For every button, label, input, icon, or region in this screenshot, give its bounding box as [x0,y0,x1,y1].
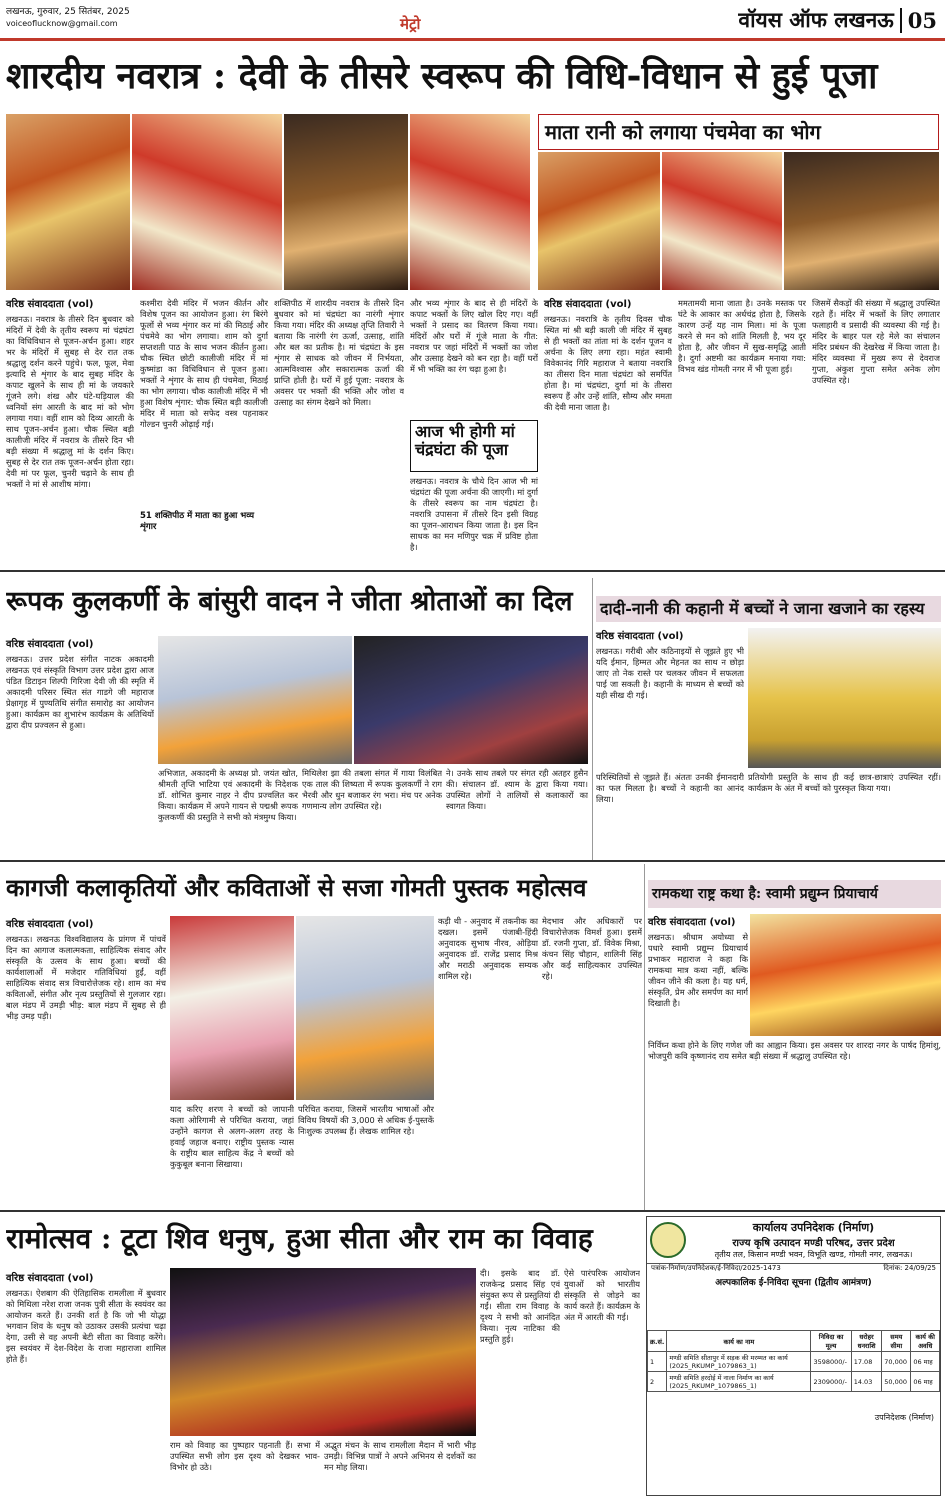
divider-v-1 [592,578,593,860]
tender-cell: 70,000 [882,1352,911,1372]
ramotsav-col-5: ऐसे पारंपरिक आयोजन युवाओं को भारतीय संस्कृति से जोड़ने का कार्य करते हैं। कार्यक्रम के अंत में आरती की गई। [564,1268,640,1322]
navratri-photo-1 [6,114,130,290]
bhog-photo-2 [662,152,782,290]
navratri-photo-2 [132,114,282,290]
tender-council: राज्य कृषि उत्पादन मण्डी परिषद, उत्तर प्रदेश [732,1238,895,1249]
ramotsav-col-4: दी। इसके बाद डॉ. राजकेन्द्र प्रसाद सिंह एवं संयुक्त रूप से प्रस्तुतियां दी गईं। सीता राम विवाह के दृश्य ने सभी को आनंदित किया। नृत्य नाटिका की प्रस्तुति हुई। [480,1268,560,1344]
ramotsav-photo [170,1268,476,1436]
brand [738,6,937,34]
tender-th-time: समय सीमा [882,1331,911,1352]
navratri-col-1: लखनऊ। नवरात्र के तीसरे दिन बुधवार को मंदिरों में देवी के तृतीय स्वरूप मां चंद्रघंटा का विधिविधान से पूजन-अर्चन हुआ। शहर भर के मंदिरों में सुबह से देर रात तक श्रद्धालु दर्शन करने पहुंचे। फल, फूल, मेवा इत्यादि से शृंगार के बाद सुबह मंदिर के कपाट खुलने के साथ ही मां के जयकारे गूंजने लगे। शंख और घंटे-घड़ियाल की ध्वनियों संग आरती के बाद मां को भोग लगाया गया। वहीं शाम को दिव्य आरती के साथ पूजन-अर्चन हुआ। चौक स्थित बड़ी कालीजी मंदिर में नवरात्र के तीसरे दिन भी बड़ी संख्या में श्रद्धालु मां के दर्शन किए। सुबह से देर रात तक पूजन-अर्चन होता रहा। देवी मां पर फूल, चुनरी चढ़ाने के साथ ही भक्तों ने मां से आशीष मांगा। [6,314,134,489]
navratri-sub-mid: 51 शक्तिपीठ में माता का हुआ भव्य शृंगार [140,511,255,532]
divider-v-2 [644,864,645,1210]
katha-headline: रामकथा राष्ट्र कथा है: स्वामी प्रद्युम्न प्रियाचार्य [652,886,878,902]
katha-header-bar [648,880,941,908]
tender-cell: 1 [648,1352,667,1372]
tender-cell: 50,000 [882,1372,911,1392]
ramotsav-byline: वरिष्ठ संवाददाता (vol) [6,1273,94,1284]
tender-th-cost: निविदा का मूल्य [811,1331,851,1352]
ramotsav-col-1: लखनऊ। ऐशबाग की ऐतिहासिक रामलीला में बुधवार को मिथिला नरेश राजा जनक पुत्री सीता के स्वयंवर का आयोजन करते हैं। उनकी शर्त है कि जो भी योद्धा भगवान शिव के धनुष को उठाकर उसकी प्रत्यंचा चढ़ा देगा, उसी से वह अपनी बेटी सीता का विवाह करेंगे। इस स्वयंवर में देश-विदेश के राजा महाराजा शामिल होते हैं। [6,1288,166,1364]
tender-cell: 06 माह [911,1372,940,1392]
katha-byline: वरिष्ठ संवाददाता (vol) [648,917,736,928]
tender-header [647,1217,940,1263]
tender-cell: 17.08 [851,1352,882,1372]
masthead-rule [0,38,945,41]
flute-photo-1 [158,636,352,764]
stories-header-bar [596,596,941,622]
tender-th-duration: कार्य की अवधि [911,1331,940,1352]
ramotsav-col-2: राम को विवाह का पुष्पहार पहनाती हैं। सभा में उपस्थित सभी लोग इस दृश्य को देखकर भाव-विभोर हो उठे। [170,1440,320,1472]
navratri-byline-left: वरिष्ठ संवाददाता (vol) [6,299,94,310]
bhog-photo-3 [784,152,939,290]
navratri-subheadline: माता रानी को लगाया पंचमेवा का भोग [545,120,821,144]
tender-notice [646,1216,941,1496]
tender-ref-row [647,1263,940,1273]
tender-table [647,1330,940,1392]
bookfest-photo-1 [170,916,294,1100]
navratri-col-2b [140,522,268,566]
tender-office: कार्यालय उपनिदेशक (निर्माण) [752,1221,875,1234]
tender-cell: मण्डी समिति हरदोई में नाला निर्माण का कार्य (2025_RKUMP_1079865_1) [667,1372,811,1392]
bookfest-col-2: याद करिए शरण ने बच्चों को जापानी कला ओरिगामी से परिचित कराया, जहां उन्होंने कागज से अलग-अलग तरह के हवाई जहाज बनाए। राष्ट्रीय पुस्तक न्यास के राष्ट्रीय बाल साहित्य केंद्र ने बच्चों को कुकुबूल बनाना सिखाया। [170,1104,294,1169]
flute-col-2: अभिजात, अकादमी के अध्यक्ष प्रो. जयंत खोत, श्रीमती तृप्ति भाटिया एवं अकादमी के निदेशक डॉ. शोभित कुमार नाहर ने दीप प्रज्वलित कर किया। कार्यक्रम में अपने गायन से पद्मश्री रूपक कुलकर्णी की प्रस्तुति ने सभी को मंत्रमुग्ध किया। [158,768,298,822]
bookfest-headline: कागजी कलाकृतियों और कविताओं से सजा गोमती पुस्तक महोत्सव [6,873,587,902]
navratri-photo-4 [410,114,530,290]
navratri-col-3: शक्तिपीठ में शारदीय नवरात्र के तीसरे दिन बुधवार को मां चंद्रघंटा का नारंगी शृंगार किया गया। मंदिर की अध्यक्ष तृप्ति तिवारी ने बताया कि नारंगी रंग ऊर्जा, उत्साह, शांति और बल का प्रतीक है। मां चंद्रघंटा के इस शृंगार से साधक को जीवन में निर्भयता, आत्मविश्वास और सकारात्मक ऊर्जा की प्राप्ति होती है। घरों में हुई पूजा: नवरात्र के अवसर पर भक्तों की भक्ति और जोश व उत्साह का संगम देखने को मिला। [274,298,404,407]
tender-date: दिनांक: 24/09/25 [883,1264,936,1272]
ramotsav-col-3: अद्भुत मंचन के साथ रामलीला मैदान में भारी भीड़ उमड़ी। विभिन्न पात्रों ने अपने अभिनय से दर्शकों का मन मोह लिया। [324,1440,476,1472]
bookfest-col-3: परिचित कराया, जिसमें भारतीय भाषाओं और विविध विषयों की 3,000 से अधिक ई-पुस्तकें निःशुल्क उपलब्ध हैं। लेखक शामिल रहे। [298,1104,434,1136]
navratri-headline: शारदीय नवरात्र : देवी के तीसरे स्वरूप की विधि-विधान से हुई पूजा [6,55,878,97]
katha-photo [750,914,941,1036]
stories-headline: दादी-नानी की कहानी में बच्चों ने जाना खजाने का रहस्य [600,599,925,618]
page-number: 05 [900,8,937,33]
tender-cell: 2309000/- [811,1372,851,1392]
flute-col-1: लखनऊ। उत्तर प्रदेश संगीत नाटक अकादमी लखनऊ एवं संस्कृति विभाग उत्तर प्रदेश द्वारा आज पंडित डिटाइन शिल्पी गिरिजा देवी जी की स्मृति में अकादमी परिसर स्थित संत गाडगे जी महाराज प्रेक्षागृह में पुण्यतिथि संगीत समारोह का आयोजन हुआ। कार्यक्रम का शुभारंभ कार्यक्रम के अतिथियों द्वारा दीप प्रज्वलन से हुआ। [6,654,154,730]
stories-col-2: परिस्थितियों से जूझते हैं। अंततः उनकी ईमानदारी का फल मिलता है। बच्चों ने कहानी का आनंद लिया। [596,772,744,804]
flute-photo-2 [354,636,588,764]
tender-cell: 14.03 [851,1372,882,1392]
stories-byline: वरिष्ठ संवाददाता (vol) [596,631,684,642]
bookfest-col-4: कड़ी थी - अनुवाद में तकनीक का दखल। इसमें पंजाबी-हिंदी अनुवादक सुभाष नीरव, ओड़िया अनुवादक डॉ. राजेंद्र प्रसाद मिश्र और मराठी अनुवादक सम्यक शामिल रहे। [438,916,538,981]
table-row [648,1352,940,1372]
brand-name: वॉयस ऑफ लखनऊ [738,7,894,32]
stories-col-3: प्रतियोगी प्रस्तुति के साथ ही कई छात्र-छात्राएं उपस्थित रहीं। कार्यक्रम के अंत में बच्चों को पुरस्कृत किया गया। [748,772,941,793]
chandraghanta-box [410,420,538,472]
katha-col-1: लखनऊ। श्रीधाम अयोध्या से पधारे स्वामी प्रद्युम्न प्रियाचार्य प्रभाकर महाराज ने कहा कि रामकथा मात्र कथा नहीं, बल्कि जीवन जीने की कला है। यह धर्म, संस्कृति, प्रेम और समर्पण का मार्ग दिखाती है। [648,932,748,1008]
navratri-col-5: लखनऊ। नवरात्रि के तृतीय दिवस चौक स्थित मां श्री बड़ी काली जी मंदिर में सुबह से ही भक्तों का तांता मां के दर्शन पूजन व अर्चना के लिए लगा रहा। महंत स्वामी विवेकानंद गिरि महाराज ने बताया नवरात्रि का तीसरा दिन माता चंद्रघंटा को समर्पित होता है। मां चंद्रघंटा, दुर्गा मां के तीसरा स्वरूप हैं और उन्हें शांति, सौम्य और ममता की देवी माना जाता है। [544,314,672,412]
tender-body [647,1290,940,1330]
ramotsav-headline: रामोत्सव : टूटा शिव धनुष, हुआ सीता और राम का विवाह [6,1222,593,1255]
navratri-byline-right: वरिष्ठ संवाददाता (vol) [544,299,632,310]
navratri-col-6: ममतामयी माना जाता है। उनके मस्तक पर घंटे के आकार का अर्धचंद्र होता है, जिसके कारण उन्हें यह नाम मिला। मां के पूजा करने से मन को शांति मिलती है, भय दूर होता है, और जीवन में सुख-समृद्धि आती है। दुर्गा अष्टमी का कार्यक्रम मनाया गया: विभव खंड गोमती नगर में भी पूजा हुई। [678,298,806,374]
bookfest-col-1: लखनऊ। लखनऊ विश्वविद्यालय के प्रांगण में पांचवें दिन का आगाज कलात्मकता, साहित्यिक संवाद और संस्कृति के उत्सव के साथ हुआ। बच्चों की कार्यशालाओं में मजेदार गतिविधियां हुईं, वहीं साहित्यिक संवाद सत्र विचारोत्तेजक रहे। शाम का मंच कविताओं, संगीत और नृत्य प्रस्तुतियों से गुलजार रहा। बाल मंडप में उमड़ी भीड़: बाल मंडप में सुबह से ही भीड़ उमड़ पड़ी। [6,934,166,1021]
email-address: voiceoflucknow@gmail.com [6,19,118,28]
tender-th-work: कार्य का नाम [667,1331,811,1352]
chandraghanta-text: लखनऊ। नवरात्र के चौथे दिन आज भी मां चंद्रघंटा की पूजा अर्चना की जाएगी। मां दुर्गा के तीसरे स्वरूप का नाम चंद्रघंटा है। नवरात्रि उपासना में तीसरे दिन इसी विग्रह का पूजन-आराधन किया जाता है। इस दिन साधक का मन मणिपुर चक्र में प्रविष्ट होता है। [410,476,538,552]
navratri-photo-3 [284,114,408,290]
tender-cell: मण्डी समिति सीतापुर में सड़क की मरम्मत का कार्य (2025_RKUMP_1079863_1) [667,1352,811,1372]
section-divider-1 [0,570,945,572]
table-row [648,1372,940,1392]
tender-cell: 06 माह [911,1352,940,1372]
tender-address: तृतीय तल, किसान मण्डी भवन, विभूति खण्ड, गोमती नगर, लखनऊ। [714,1250,913,1259]
stories-col-1: लखनऊ। गरीबी और कठिनाइयों से जूझते हुए भी यदि ईमान, हिम्मत और मेहनत का साथ न छोड़ा जाए तो नेक रास्ते पर चलकर जीवन में सफलता पाई जा सकती है। कहानी के माध्यम से बच्चों को यही सीख दी गई। [596,646,744,700]
bhog-photo-1 [538,152,660,290]
tender-cell: 3598000/- [811,1352,851,1372]
tender-th-sno: क्र.सं. [648,1331,667,1352]
bookfest-byline: वरिष्ठ संवाददाता (vol) [6,919,94,930]
flute-byline: वरिष्ठ संवाददाता (vol) [6,639,94,650]
katha-col-2: निर्विघ्न कथा होने के लिए गणेश जी का आह्वान किया। इस अवसर पर शारदा नगर के पार्षद हिमांशु, भोजपुरी कवि कृष्णानंद राय समेत बड़ी संख्या में श्रद्धालु उपस्थित रहे। [648,1040,941,1061]
bookfest-col-5: मेदभाव और अधिकारों पर विचारोत्तेजक विमर्श हुआ। इसमें डॉ. रजनी गुप्ता, डॉ. विवेक मिश्रा, कंचन सिंह चौहान, शालिनी सिंह और कई साहित्यकार उपस्थित रहे। [542,916,642,981]
masthead-dateline-block [6,6,130,30]
flute-col-3: मिथिलेश झा की तबला संगत में गाया विलंबित एक ताल की शिष्यता में रूपक कुलकर्णी ने राग भैरवी और धुन बजाकर रंग भरा। मंच पर अनेक गणमान्य लोग उपस्थित रहे। [302,768,442,811]
tender-title: अल्पकालिक ई-निविदा सूचना (द्वितीय आमंत्रण) [715,1278,872,1288]
tender-th-deposit: धरोहर धनराशि [851,1331,882,1352]
stories-photo [748,628,941,768]
flute-headline: रूपक कुलकर्णी के बांसुरी वादन ने जीता श्रोताओं का दिल [6,586,573,617]
navratri-subhead-box [538,114,939,150]
tender-cell: 2 [648,1372,667,1392]
section-label: मेट्रो [400,15,421,33]
flute-col-4: ने। उनके साथ तबले पर संगत रही अतहर हुसैन की। संचालन डॉ. श्याम के द्वारा किया गया। उपस्थित लोगों ने तालियों से कलाकारों का स्वागत किया। [446,768,588,811]
bookfest-photo-2 [296,916,434,1100]
dateline: लखनऊ, गुरुवार, 25 सितंबर, 2025 [6,7,130,17]
tender-signature: उपनिदेशक (निर्माण) [874,1413,934,1422]
navratri-col-2: कश्मीरा देवी मंदिर में भजन कीर्तन और विशेष पूजन का आयोजन हुआ। रंग बिरंगे फूलों से भव्य शृंगार कर मां की मिठाई और पंचमेवे का भोग लगाया। शाम को दुर्गा सप्तशती पाठ के साथ भजन कीर्तन हुआ। चौक स्थित छोटी कालीजी मंदिर में मां कुष्मांडा का विधिविधान से पूजन हुआ। भक्तों ने शृंगार के साथ ही पंचमेवा, मिठाई का भोग लगाया। चौक कालीजी मंदिर में भी हुआ विशेष शृंगार: चौक स्थित बड़ी कालीजी मंदिर में माता को सफेद वस्त्र पहनाकर गोल्डन चुनरी ओढ़ाई गई। [140,298,268,429]
tender-ref: पत्रांक-निर्माण/उपनिदेशक/ई-निविदा/2025-1473 [651,1264,781,1272]
mandi-parishad-emblem-icon [650,1222,686,1258]
chandraghanta-title: आज भी होगी मां चंद्रघंटा की पूजा [415,422,515,459]
navratri-col-4: और भव्य शृंगार के बाद से ही मंदिरों के कपाट भक्तों के लिए खोल दिए गए। वहीं भक्तों ने प्रसाद का वितरण किया गया। मंदिरों और घरों में गूंजे माता के गीत: नवरात्र पर जहां मंदिरों में भक्तों का जोश और उत्साह देखने को बन रहा है। वहीं घरों में भी भक्ति का रंग चढ़ा हुआ है। [410,298,538,374]
navratri-col-7: जिसमें सैकड़ों की संख्या में श्रद्धालु उपस्थित रहते हैं। मंदिर में भक्तों के लिए लगातार फलाहारी व प्रसादी की व्यवस्था की गई है। मंदिर के बाहर पल रहे मेले का संचालन मंदिर प्रबंधन की देखरेख में किया जाता है। मंदिर व्यवस्था में मुख्य रूप से देवराज गुप्ता, अंकुश गुप्ता समेत अनेक लोग उपस्थित रहे। [812,298,940,385]
